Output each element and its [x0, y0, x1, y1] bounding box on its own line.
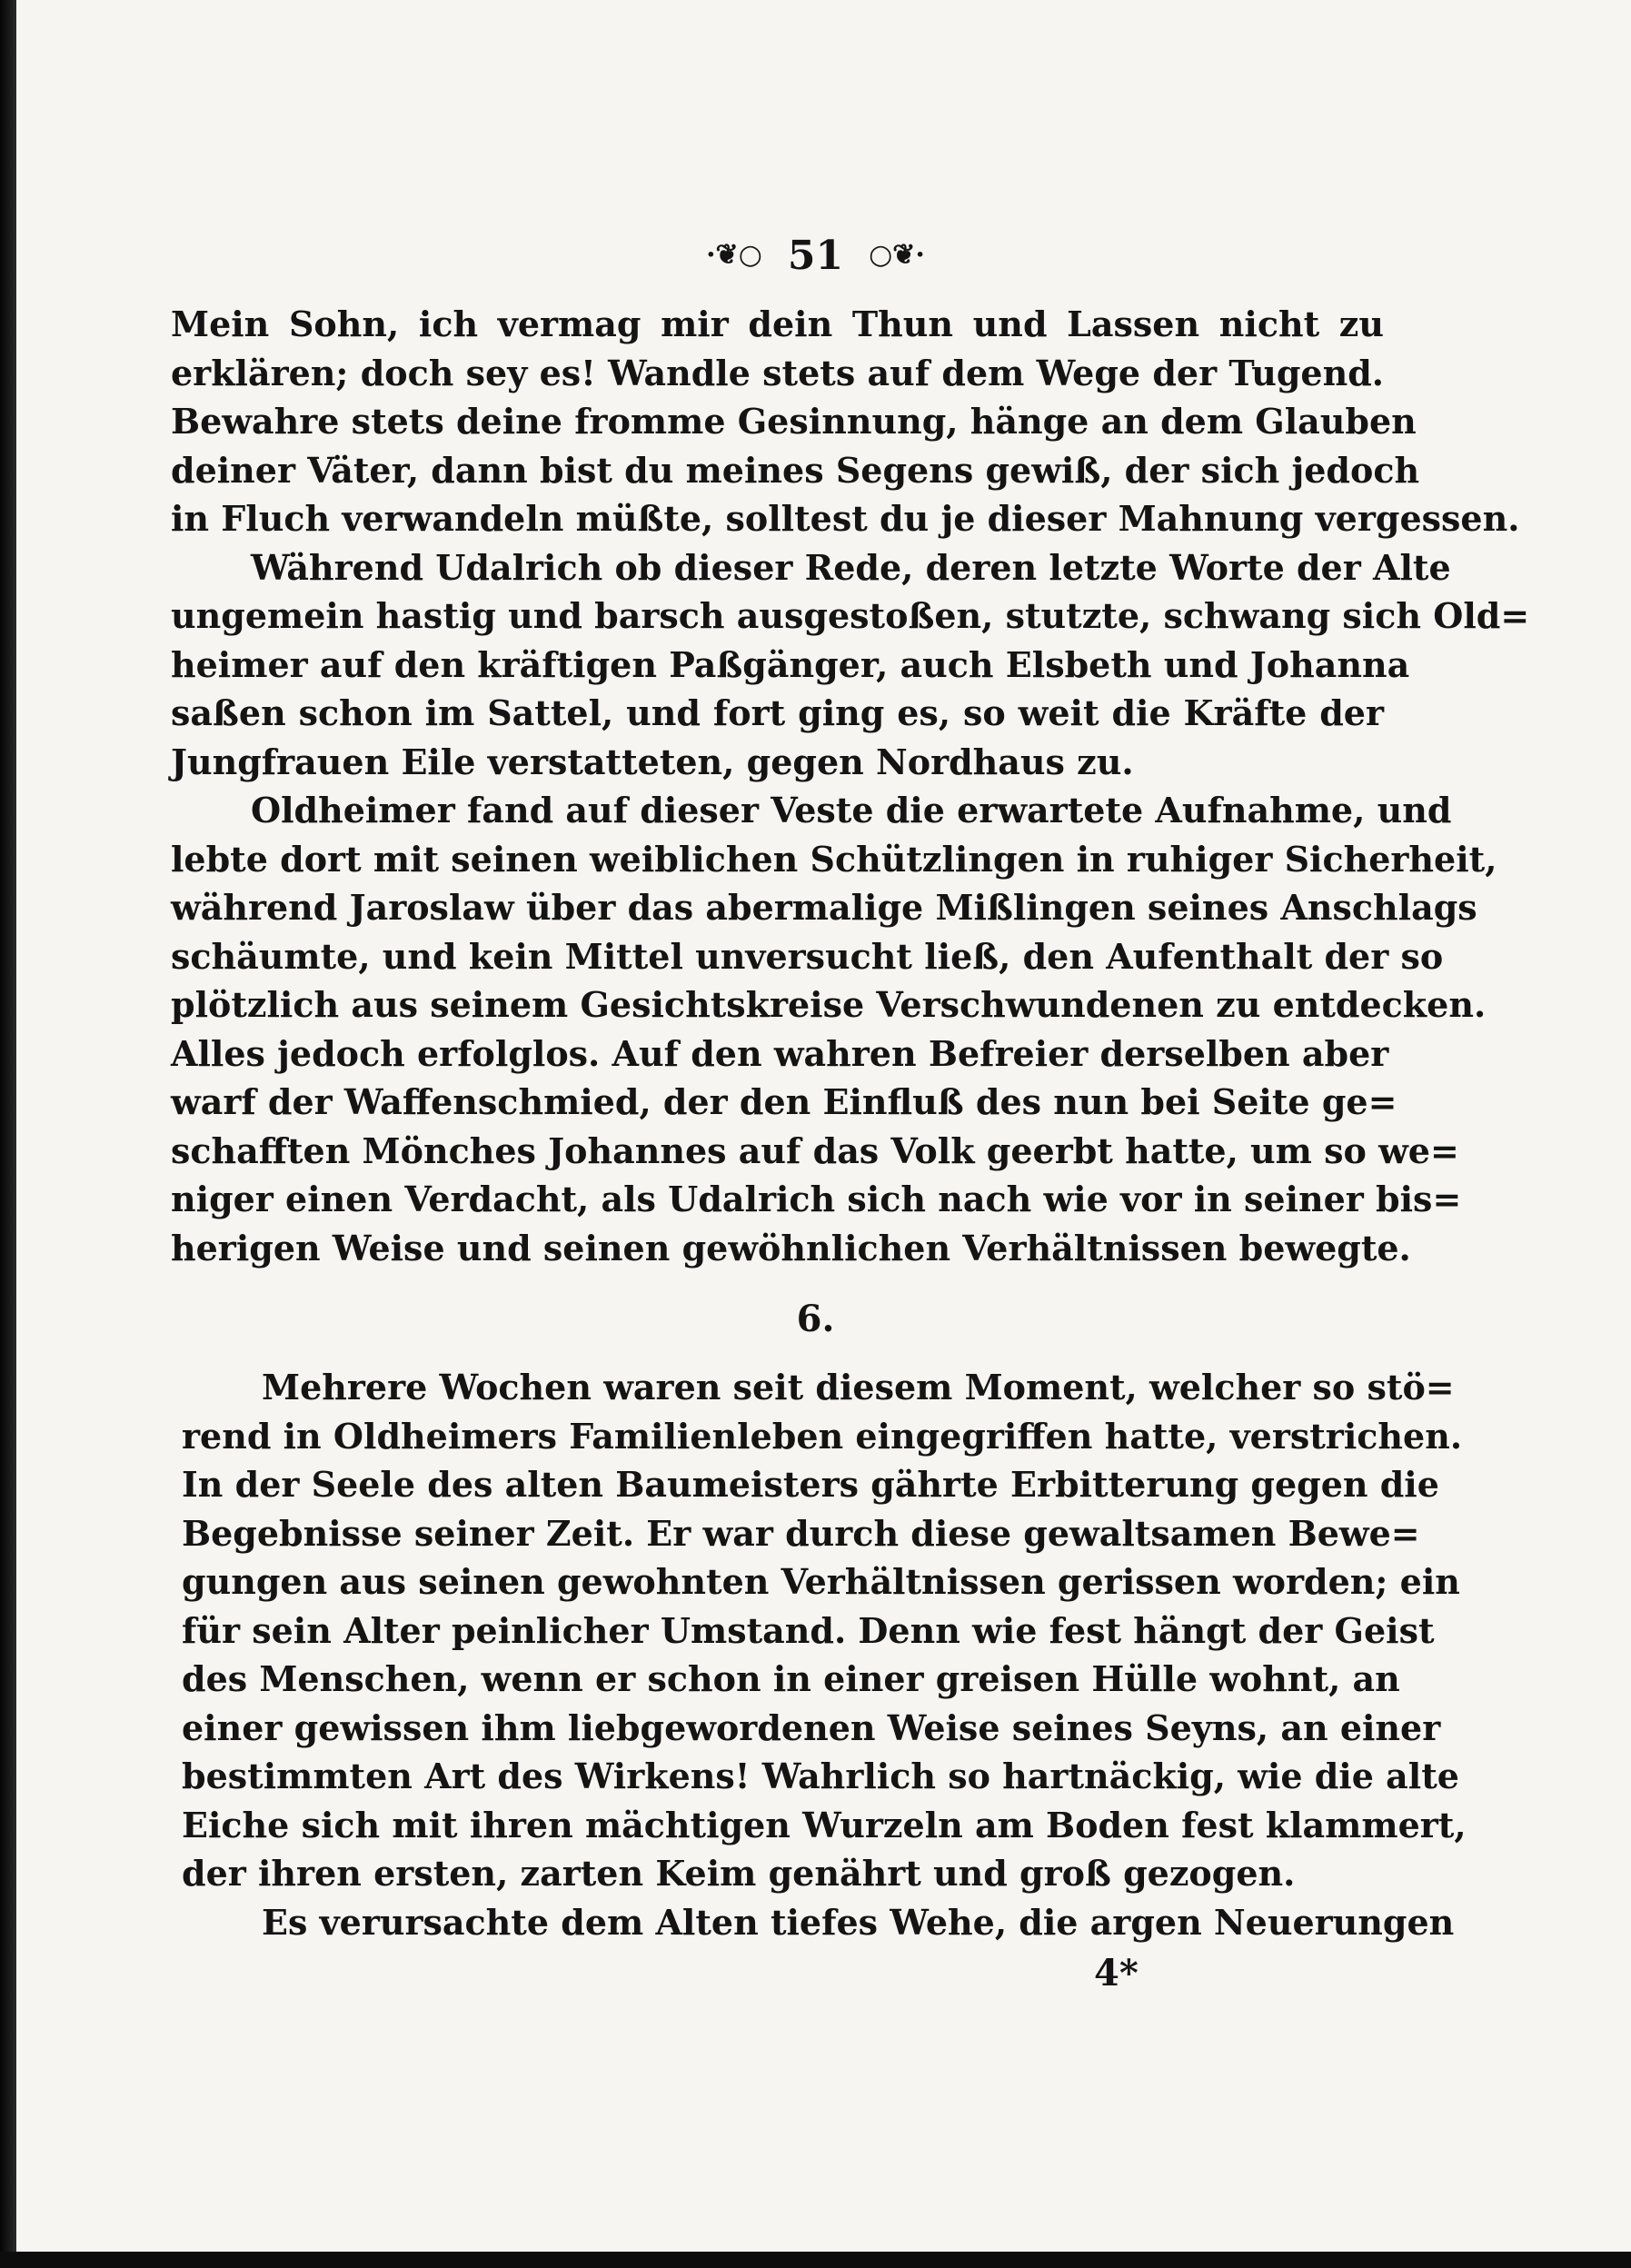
- scan-bottom-edge: [0, 2252, 1631, 2268]
- text-line: niger einen Verdacht, als Udalrich sich nach wie vor in seiner bis=: [171, 1179, 1462, 1219]
- text-line: lebte dort mit seinen weiblichen Schützlingen in ruhiger Sicherheit,: [171, 838, 1497, 880]
- paragraph-5: [182, 1898, 1455, 1947]
- text-line: während Jaroslaw über das abermalige Mißlingen seines Anschlags: [171, 887, 1477, 928]
- text-line: Eiche sich mit ihren mächtigen Wurzeln am Boden fest klammert,: [182, 1804, 1467, 1845]
- signature-mark: 4*: [1094, 1952, 1139, 1994]
- text-line: plötzlich aus seinem Gesichtskreise Verschwundenen zu entdecken.: [171, 984, 1487, 1025]
- text-line: für sein Alter peinlicher Umstand. Denn wie fest hängt der Geist: [182, 1609, 1435, 1651]
- text-line: saßen schon im Sattel, und fort ging es, so weit die Kräfte der: [171, 692, 1384, 733]
- text-line: ungemein hastig und barsch ausgestoßen, stutzte, schwang sich Old=: [171, 595, 1530, 636]
- page-header: [0, 233, 1631, 279]
- text-line: Begebnisse seiner Zeit. Er war durch diese gewaltsamen Bewe=: [182, 1512, 1420, 1554]
- paragraph-1: [171, 300, 1520, 543]
- text-line: warf der Waffenschmied, der den Einfluß des nun bei Seite ge=: [171, 1081, 1397, 1122]
- text-line: gungen aus seinen gewohnten Verhältnissen gerissen worden; ein: [182, 1561, 1460, 1602]
- text-line: Während Udalrich ob dieser Rede, deren letzte Worte der Alte: [251, 546, 1451, 588]
- text-line: Mein Sohn, ich vermag mir dein Thun und Lassen nicht zu: [171, 303, 1384, 344]
- section-number: 6.: [796, 1298, 835, 1340]
- text-line: Bewahre stets deine fromme Gesinnung, hänge an dem Glauben: [171, 401, 1417, 442]
- ornament-right-icon: ○❦·: [869, 239, 925, 271]
- paragraph-4: [182, 1363, 1467, 1898]
- text-line: in Fluch verwandeln müßte, solltest du je dieser Mahnung vergessen.: [171, 498, 1520, 539]
- scan-left-edge: [0, 0, 16, 2268]
- text-line: heimer auf den kräftigen Paßgänger, auch Elsbeth und Johanna: [171, 643, 1410, 685]
- text-line: erklären; doch sey es! Wandle stets auf dem Wege der Tugend.: [171, 352, 1384, 393]
- text-line: einer gewissen ihm liebgewordenen Weise seines Seyns, an einer: [182, 1706, 1441, 1748]
- paragraph-2: [171, 543, 1530, 787]
- text-line: deiner Väter, dann bist du meines Segens gewiß, der sich jedoch: [171, 449, 1420, 491]
- body-text: [171, 300, 1530, 1272]
- text-line: schafften Mönches Johannes auf das Volk geerbt hatte, um so we=: [171, 1129, 1459, 1171]
- text-line: Mehrere Wochen waren seit diesem Moment, welcher so stö=: [262, 1367, 1455, 1408]
- text-line: rend in Oldheimers Familienleben eingegriffen hatte, verstrichen.: [182, 1415, 1463, 1457]
- text-line: Alles jedoch erfolglos. Auf den wahren Befreier derselben aber: [171, 1032, 1389, 1074]
- text-line: des Menschen, wenn er schon in einer greisen Hülle wohnt, an: [182, 1658, 1400, 1699]
- text-line: bestimmten Art des Wirkens! Wahrlich so hartnäckig, wie die alte: [182, 1756, 1459, 1796]
- text-line: Oldheimer fand auf dieser Veste die erwartete Aufnahme, und: [251, 790, 1452, 831]
- text-line: herigen Weise und seinen gewöhnlichen Verhältnissen bewegte.: [171, 1227, 1411, 1268]
- text-line: Es verursachte dem Alten tiefes Wehe, die argen Neuerungen: [262, 1901, 1455, 1943]
- text-line: der ihren ersten, zarten Keim genährt und groß gezogen.: [182, 1853, 1296, 1894]
- paragraph-3: [171, 786, 1497, 1272]
- text-line: In der Seele des alten Baumeisters gährte Erbitterung gegen die: [182, 1464, 1439, 1505]
- text-line: Jungfrauen Eile verstatteten, gegen Nordhaus zu.: [171, 741, 1134, 782]
- body-text-section-6: [182, 1363, 1467, 1946]
- page-number: 51: [787, 233, 844, 279]
- ornament-left-icon: ·❦○: [706, 239, 762, 271]
- text-line: schäumte, und kein Mittel unversucht ließ, den Aufenthalt der so: [171, 935, 1444, 977]
